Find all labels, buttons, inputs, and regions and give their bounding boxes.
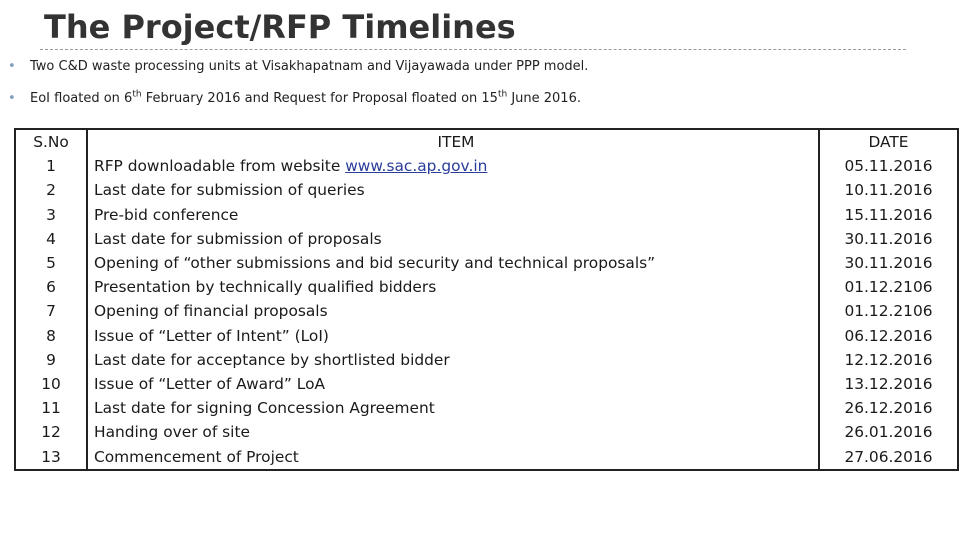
table-row <box>15 178 958 202</box>
cell-item: Commencement of Project <box>87 445 819 470</box>
cell-sno: 7 <box>15 299 87 323</box>
cell-sno: 8 <box>15 324 87 348</box>
cell-item: Last date for signing Concession Agreement <box>87 396 819 420</box>
table-row <box>15 372 958 396</box>
cell-sno: 3 <box>15 203 87 227</box>
page-title: The Project/RFP Timelines <box>44 8 516 46</box>
bullet-text-part: February 2016 and Request for Proposal floated on 15 <box>141 91 498 106</box>
cell-date: 06.12.2016 <box>819 324 958 348</box>
cell-sno: 5 <box>15 251 87 275</box>
table-row <box>15 203 958 227</box>
table-row <box>15 348 958 372</box>
cell-date: 15.11.2016 <box>819 203 958 227</box>
table-row <box>15 324 958 348</box>
cell-item: Last date for submission of queries <box>87 178 819 202</box>
cell-date: 05.11.2016 <box>819 154 958 178</box>
bullet-text <box>30 91 581 106</box>
cell-item: Pre-bid conference <box>87 203 819 227</box>
table-row <box>15 396 958 420</box>
timeline-table <box>14 128 959 471</box>
cell-item: Last date for submission of proposals <box>87 227 819 251</box>
title-divider <box>40 49 906 50</box>
bullet-item-dates <box>8 91 581 106</box>
bullet-text-part: June 2016. <box>507 91 581 106</box>
cell-date: 12.12.2016 <box>819 348 958 372</box>
cell-sno: 1 <box>15 154 87 178</box>
website-link[interactable]: www.sac.ap.gov.in <box>345 157 488 176</box>
bullet-text: Two C&D waste processing units at Visakhapatnam and Vijayawada under PPP model. <box>30 59 589 74</box>
table-row <box>15 154 958 178</box>
table-row <box>15 275 958 299</box>
cell-sno: 10 <box>15 372 87 396</box>
cell-date: 01.12.2106 <box>819 299 958 323</box>
cell-date: 30.11.2016 <box>819 227 958 251</box>
table-row <box>15 445 958 470</box>
cell-date: 13.12.2016 <box>819 372 958 396</box>
header-sno: S.No <box>15 129 87 154</box>
cell-date: 30.11.2016 <box>819 251 958 275</box>
bullet-item-units <box>8 59 588 74</box>
cell-item <box>87 154 819 178</box>
cell-item: Presentation by technically qualified bidders <box>87 275 819 299</box>
cell-sno: 13 <box>15 445 87 470</box>
cell-sno: 11 <box>15 396 87 420</box>
cell-item: Issue of “Letter of Award” LoA <box>87 372 819 396</box>
item-text: RFP downloadable from website <box>94 157 346 176</box>
cell-item: Opening of “other submissions and bid security and technical proposals” <box>87 251 819 275</box>
table-row <box>15 251 958 275</box>
ordinal-suffix: th <box>132 89 142 100</box>
cell-item: Last date for acceptance by shortlisted bidder <box>87 348 819 372</box>
table-row <box>15 227 958 251</box>
bullet-icon: • <box>8 91 16 106</box>
header-item: ITEM <box>87 129 819 154</box>
ordinal-suffix: th <box>497 89 508 100</box>
cell-date: 26.01.2016 <box>819 420 958 444</box>
cell-item: Handing over of site <box>87 420 819 444</box>
table-row <box>15 420 958 444</box>
table-header-row <box>15 129 958 154</box>
cell-date: 27.06.2016 <box>819 445 958 470</box>
cell-sno: 2 <box>15 178 87 202</box>
cell-date: 26.12.2016 <box>819 396 958 420</box>
cell-date: 01.12.2106 <box>819 275 958 299</box>
cell-item: Opening of financial proposals <box>87 299 819 323</box>
cell-sno: 4 <box>15 227 87 251</box>
table-row <box>15 299 958 323</box>
cell-date: 10.11.2016 <box>819 178 958 202</box>
cell-item: Issue of “Letter of Intent” (LoI) <box>87 324 819 348</box>
cell-sno: 9 <box>15 348 87 372</box>
header-date: DATE <box>819 129 958 154</box>
bullet-icon: • <box>8 59 16 74</box>
cell-sno: 6 <box>15 275 87 299</box>
cell-sno: 12 <box>15 420 87 444</box>
bullet-text-part: EoI floated on 6 <box>30 91 133 106</box>
